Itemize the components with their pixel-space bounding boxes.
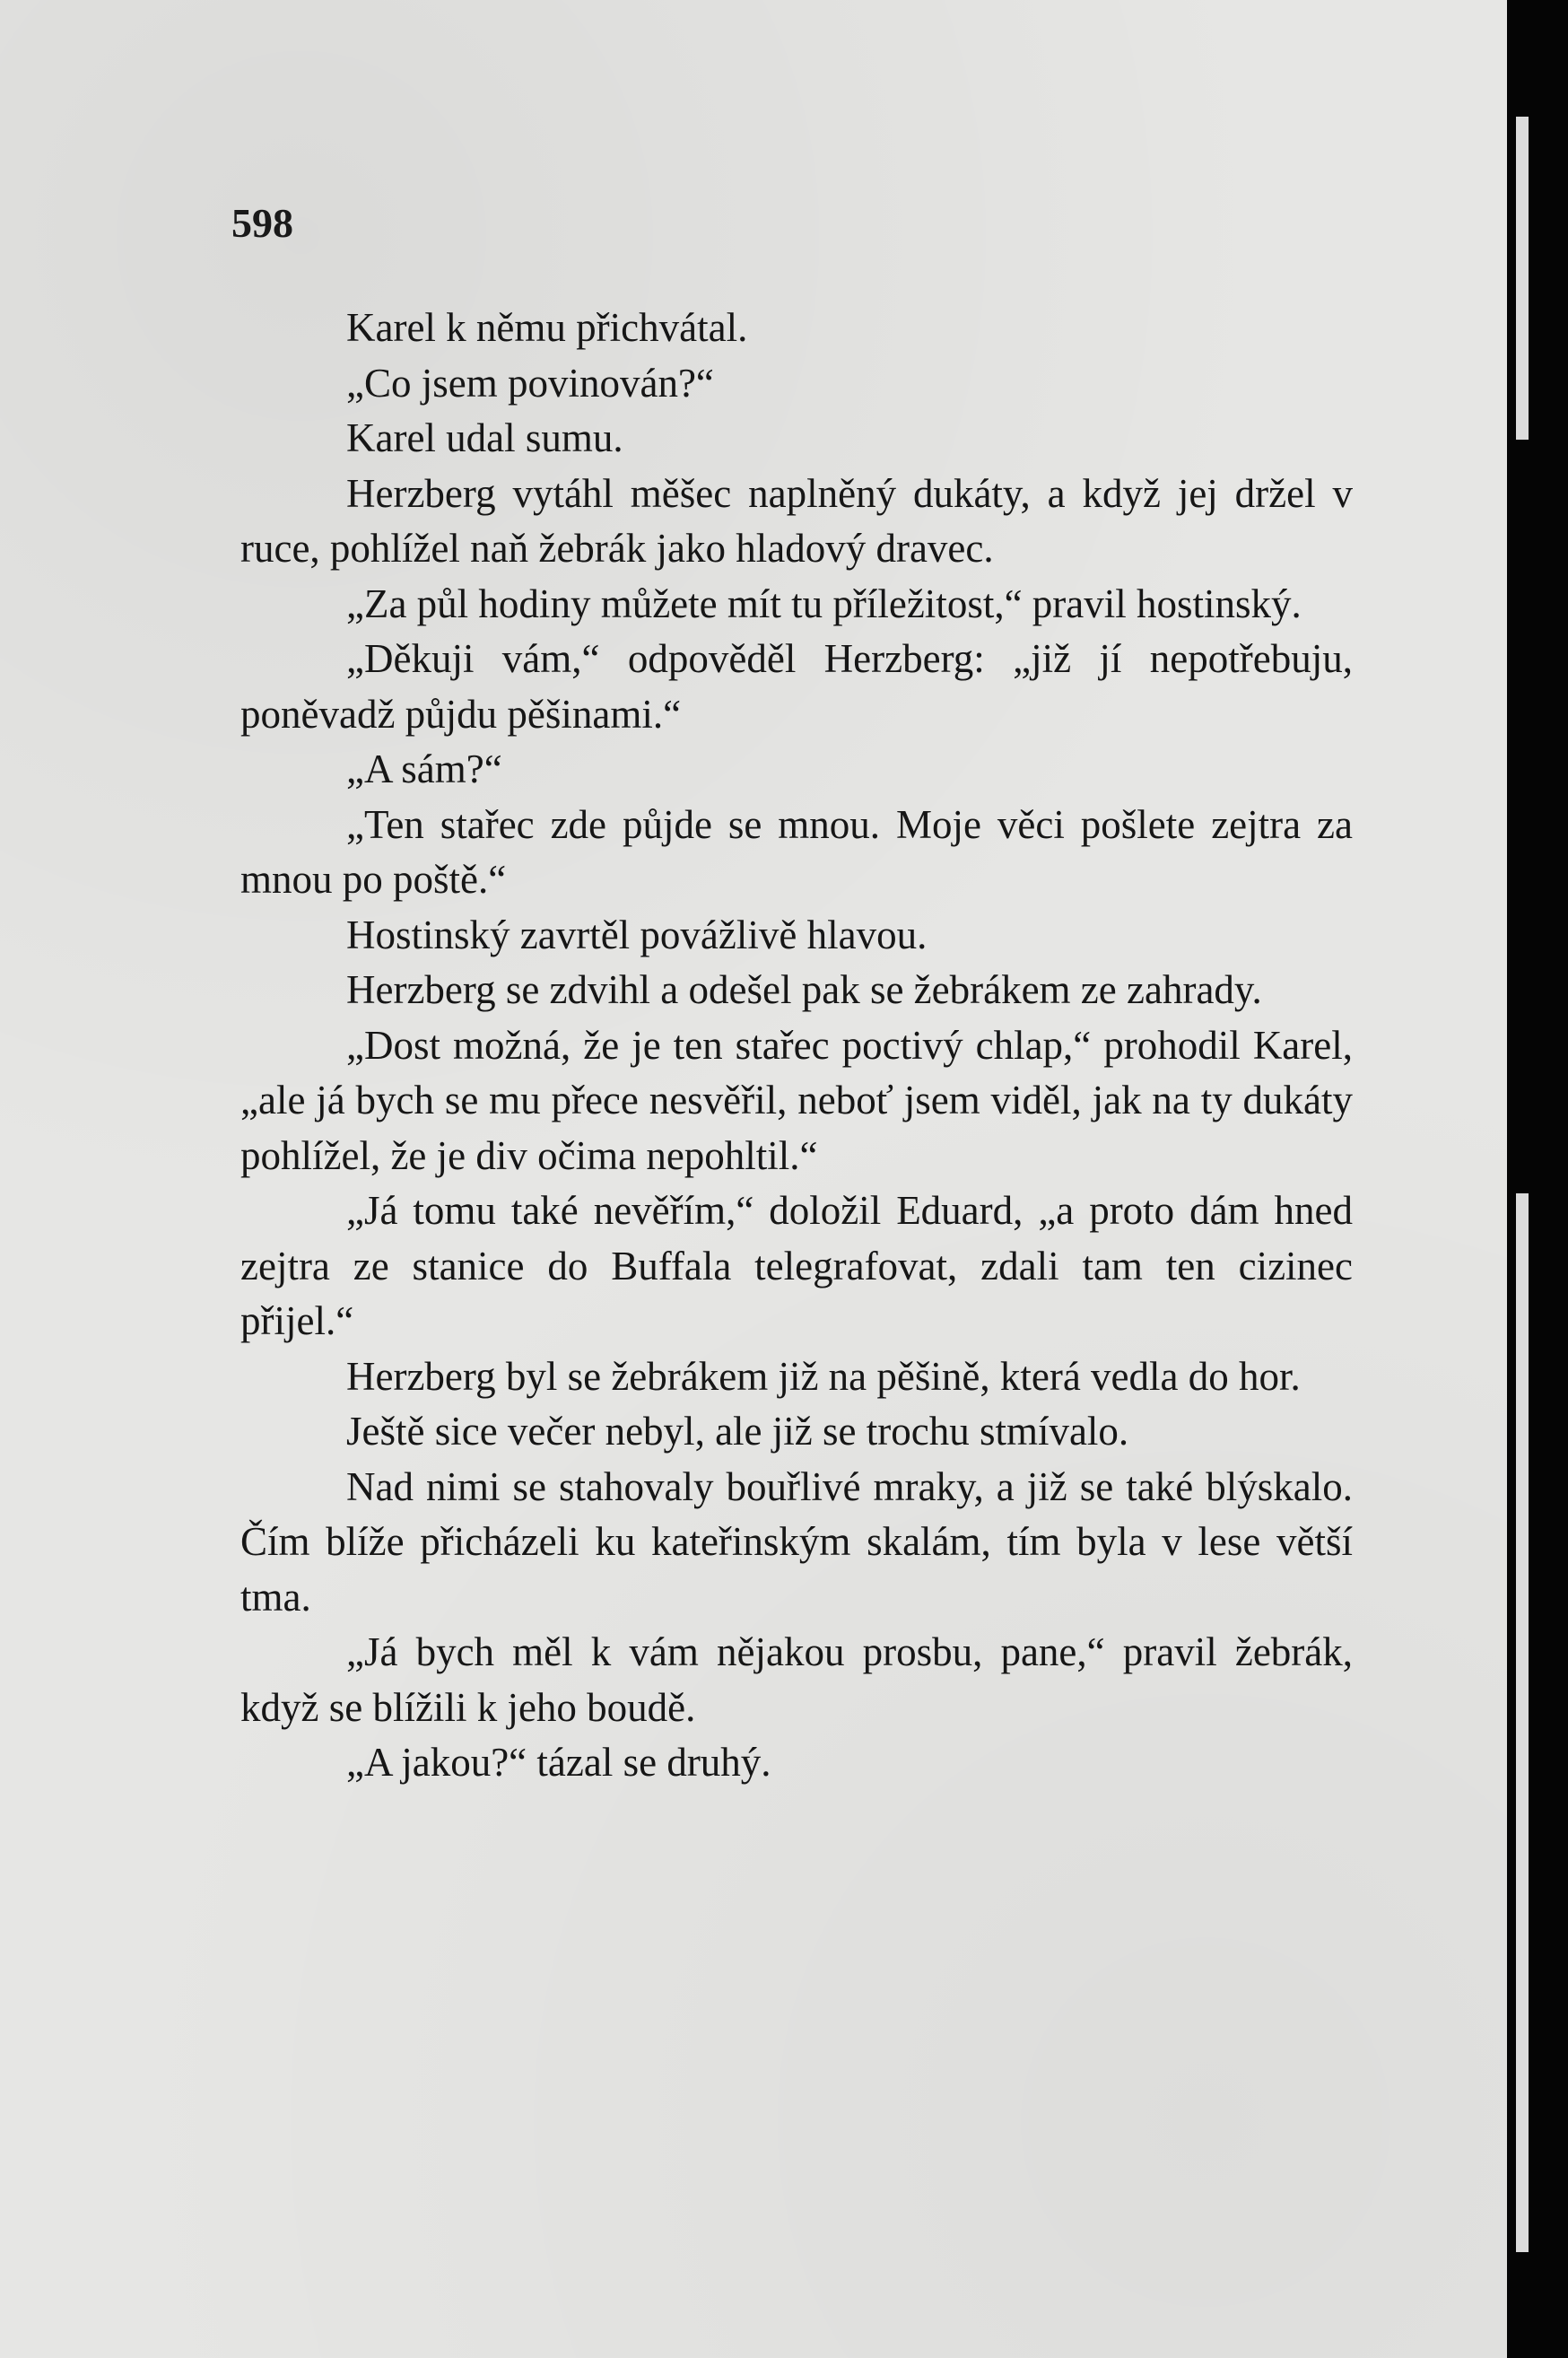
paragraph: Hostinský zavrtěl povážlivě hlavou.: [346, 912, 928, 957]
paragraph: Karel udal sumu.: [346, 415, 623, 460]
paragraph: Herzberg vytáhl měšec naplněný dukáty, a když jej držel v ruce, pohlížel naň žebrák jako hladový dravec.: [240, 470, 1353, 571]
paragraph: „Co jsem povinován?“: [346, 360, 714, 406]
paragraph: „Dost možná, že je ten stařec poctivý chlap,“ prohodil Karel, „ale já bych se mu přece nesvěřil, neboť jsem viděl, jak na ty dukáty pohlížel, že je div očima nepohltil.“: [240, 1022, 1353, 1178]
paragraph: Herzberg byl se žebrákem již na pěšině, která vedla do hor.: [346, 1353, 1301, 1399]
page-edge-highlight: [1516, 1193, 1529, 2252]
paragraph: „A sám?“: [346, 747, 502, 791]
body-text: [240, 301, 1353, 1791]
paragraph: „Ten stařec zde půjde se mnou. Moje věci pošlete zejtra za mnou po poště.“: [240, 801, 1353, 902]
paragraph: Herzberg se zdvihl a odešel pak se žebrákem ze zahrady.: [346, 967, 1262, 1012]
paragraph: „A jakou?“ tázal se druhý.: [346, 1740, 771, 1785]
paragraph: Karel k němu přichvátal.: [346, 305, 748, 350]
paragraph: „Za půl hodiny můžete mít tu příležitost,“ pravil hostinský.: [346, 581, 1302, 626]
paragraph: Nad nimi se stahovaly bouřlivé mraky, a již se také blýskalo. Čím blíže přicházeli ku kateřinským skalám, tím byla v lese větší tma.: [240, 1463, 1353, 1620]
page-number: 598: [231, 200, 293, 246]
paragraph: Ještě sice večer nebyl, ale již se trochu stmívalo.: [346, 1409, 1129, 1454]
paragraph: „Děkuji vám,“ odpověděl Herzberg: „již jí nepotřebuju, poněvadž půjdu pěšinami.“: [240, 636, 1353, 737]
paragraph: „Já tomu také nevěřím,“ doložil Eduard, „a proto dám hned zejtra ze stanice do Buffala telegrafovat, zdali tam ten cizinec přijel.“: [240, 1188, 1353, 1343]
paragraph: „Já bych měl k vám nějakou prosbu, pane,“ pravil žebrák, když se blížili k jeho boudě.: [240, 1629, 1353, 1730]
page-edge-highlight: [1516, 117, 1529, 440]
